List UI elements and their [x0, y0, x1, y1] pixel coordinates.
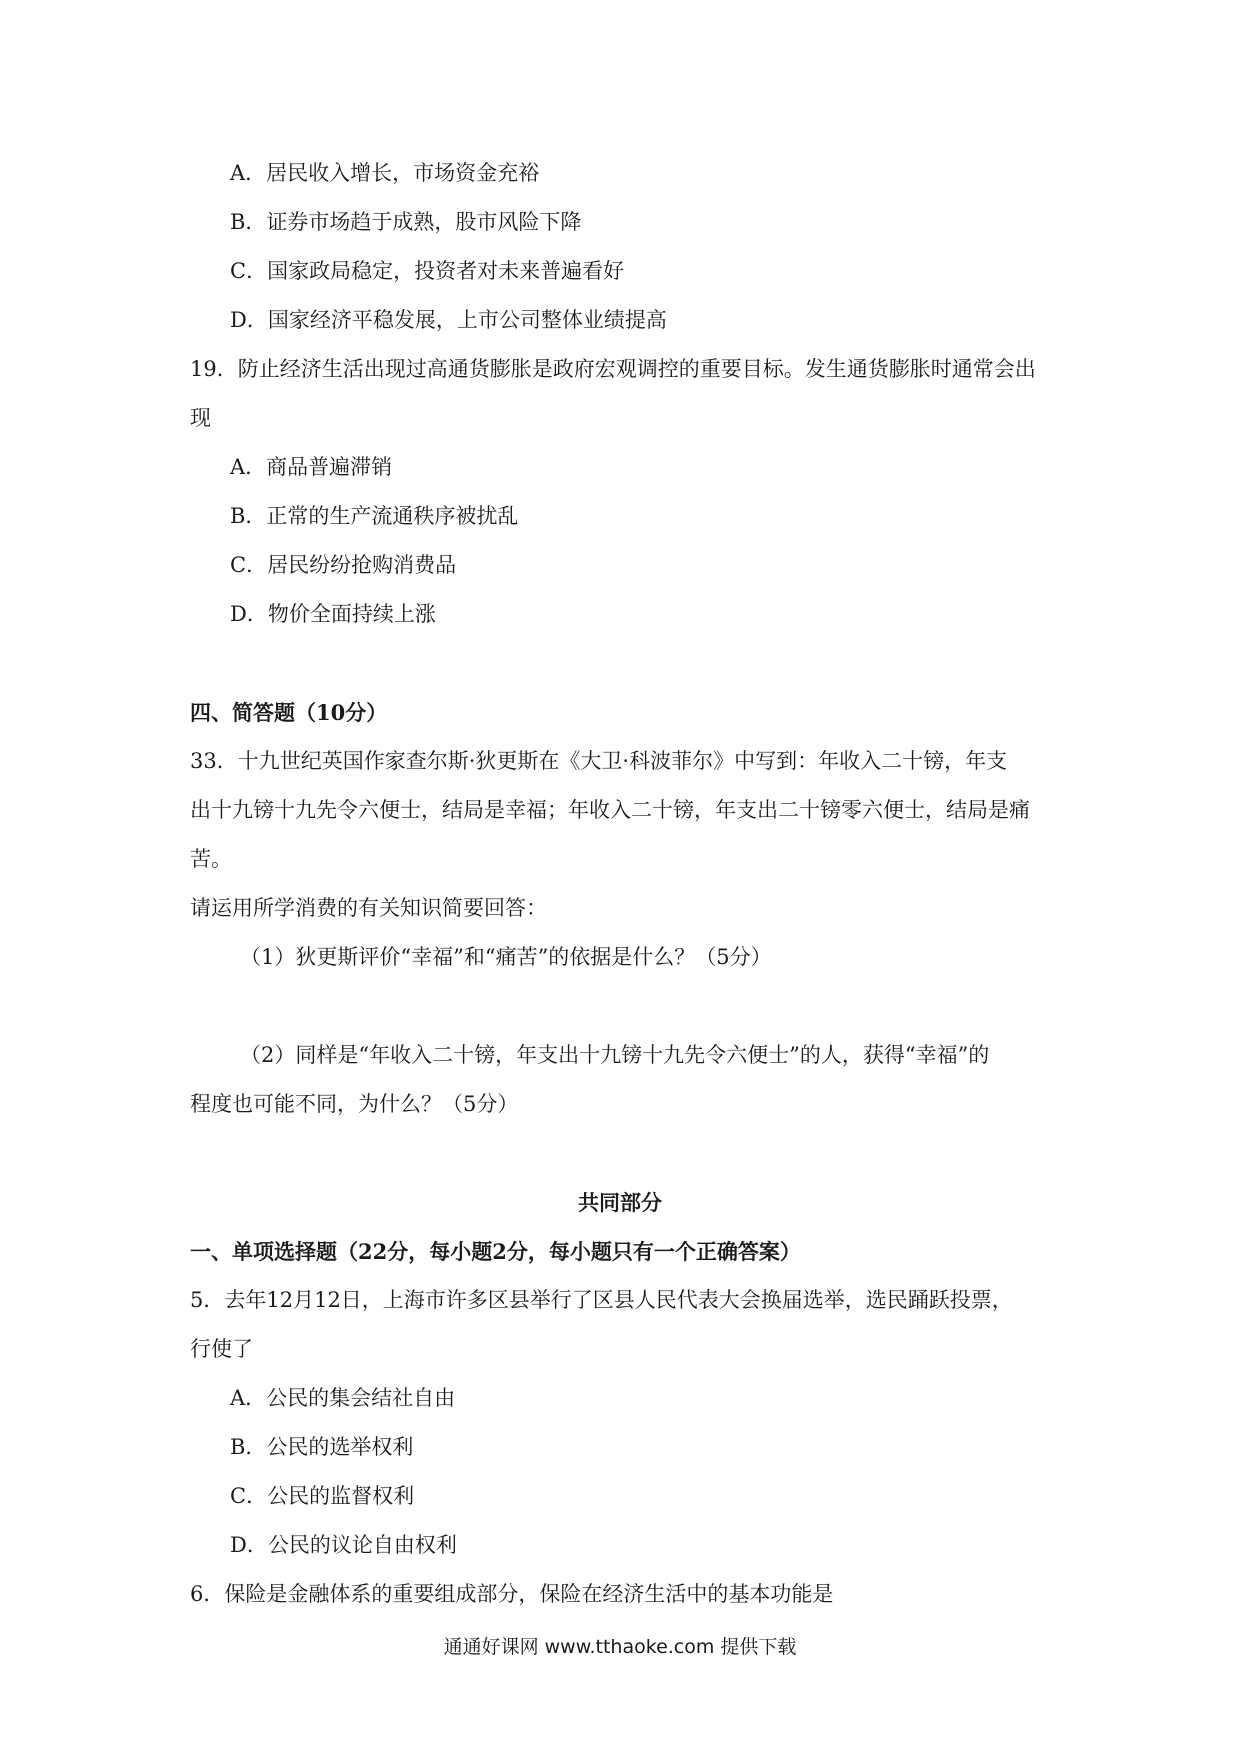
q5-option-b: B．公民的选举权利 [230, 1435, 414, 1459]
common-section-1-heading: 一、单项选择题（22分，每小题2分，每小题只有一个正确答案） [190, 1239, 801, 1264]
common-part-title: 共同部分 [578, 1190, 662, 1215]
q6-stem: 6．保险是金融体系的重要组成部分，保险在经济生活中的基本功能是 [190, 1582, 834, 1606]
q33-line-1: 33．十九世纪英国作家查尔斯·狄更斯在《大卫·科波菲尔》中写到：年收入二十镑，年支 [190, 749, 1008, 773]
q19-stem-line-2: 现 [190, 406, 211, 430]
q33-prompt: 请运用所学消费的有关知识简要回答： [190, 896, 547, 920]
q18-option-a: A．居民收入增长，市场资金充裕 [230, 161, 540, 185]
q19-stem-line-1: 19．防止经济生活出现过高通货膨胀是政府宏观调控的重要目标。发生通货膨胀时通常会出 [190, 357, 1036, 381]
q33-subquestion-2-line-2: 程度也可能不同，为什么？（5分） [190, 1092, 519, 1116]
q5-option-d: D．公民的议论自由权利 [230, 1533, 457, 1557]
q18-option-b: B．证券市场趋于成熟，股市风险下降 [230, 210, 582, 234]
q5-option-a: A．公民的集会结社自由 [230, 1386, 456, 1410]
q33-subquestion-1: （1）狄更斯评价“幸福”和“痛苦”的依据是什么？（5分） [240, 945, 772, 969]
q33-line-3: 苦。 [190, 847, 232, 871]
q18-option-c: C．国家政局稳定，投资者对未来普遍看好 [230, 259, 625, 283]
q19-option-b: B．正常的生产流通秩序被扰乱 [230, 504, 519, 528]
q18-option-d: D．国家经济平稳发展，上市公司整体业绩提高 [230, 308, 667, 332]
q33-subquestion-2-line-1: （2）同样是“年收入二十镑，年支出十九镑十九先令六便士”的人，获得“幸福”的 [240, 1043, 990, 1067]
q19-option-a: A．商品普遍滞销 [230, 455, 393, 479]
q5-option-c: C．公民的监督权利 [230, 1484, 415, 1508]
page-footer: 通通好课网 www.tthaoke.com 提供下载 [443, 1636, 797, 1658]
q5-stem-line-1: 5．去年12月12日，上海市许多区县举行了区县人民代表大会换届选举，选民踊跃投票， [190, 1288, 1013, 1312]
q5-stem-line-2: 行使了 [190, 1337, 253, 1361]
section-4-heading: 四、简答题（10分） [190, 700, 388, 725]
q33-line-2: 出十九镑十九先令六便士，结局是幸福；年收入二十镑，年支出二十镑零六便士，结局是痛 [190, 798, 1030, 822]
q19-option-c: C．居民纷纷抢购消费品 [230, 553, 457, 577]
q19-option-d: D．物价全面持续上涨 [230, 602, 436, 626]
